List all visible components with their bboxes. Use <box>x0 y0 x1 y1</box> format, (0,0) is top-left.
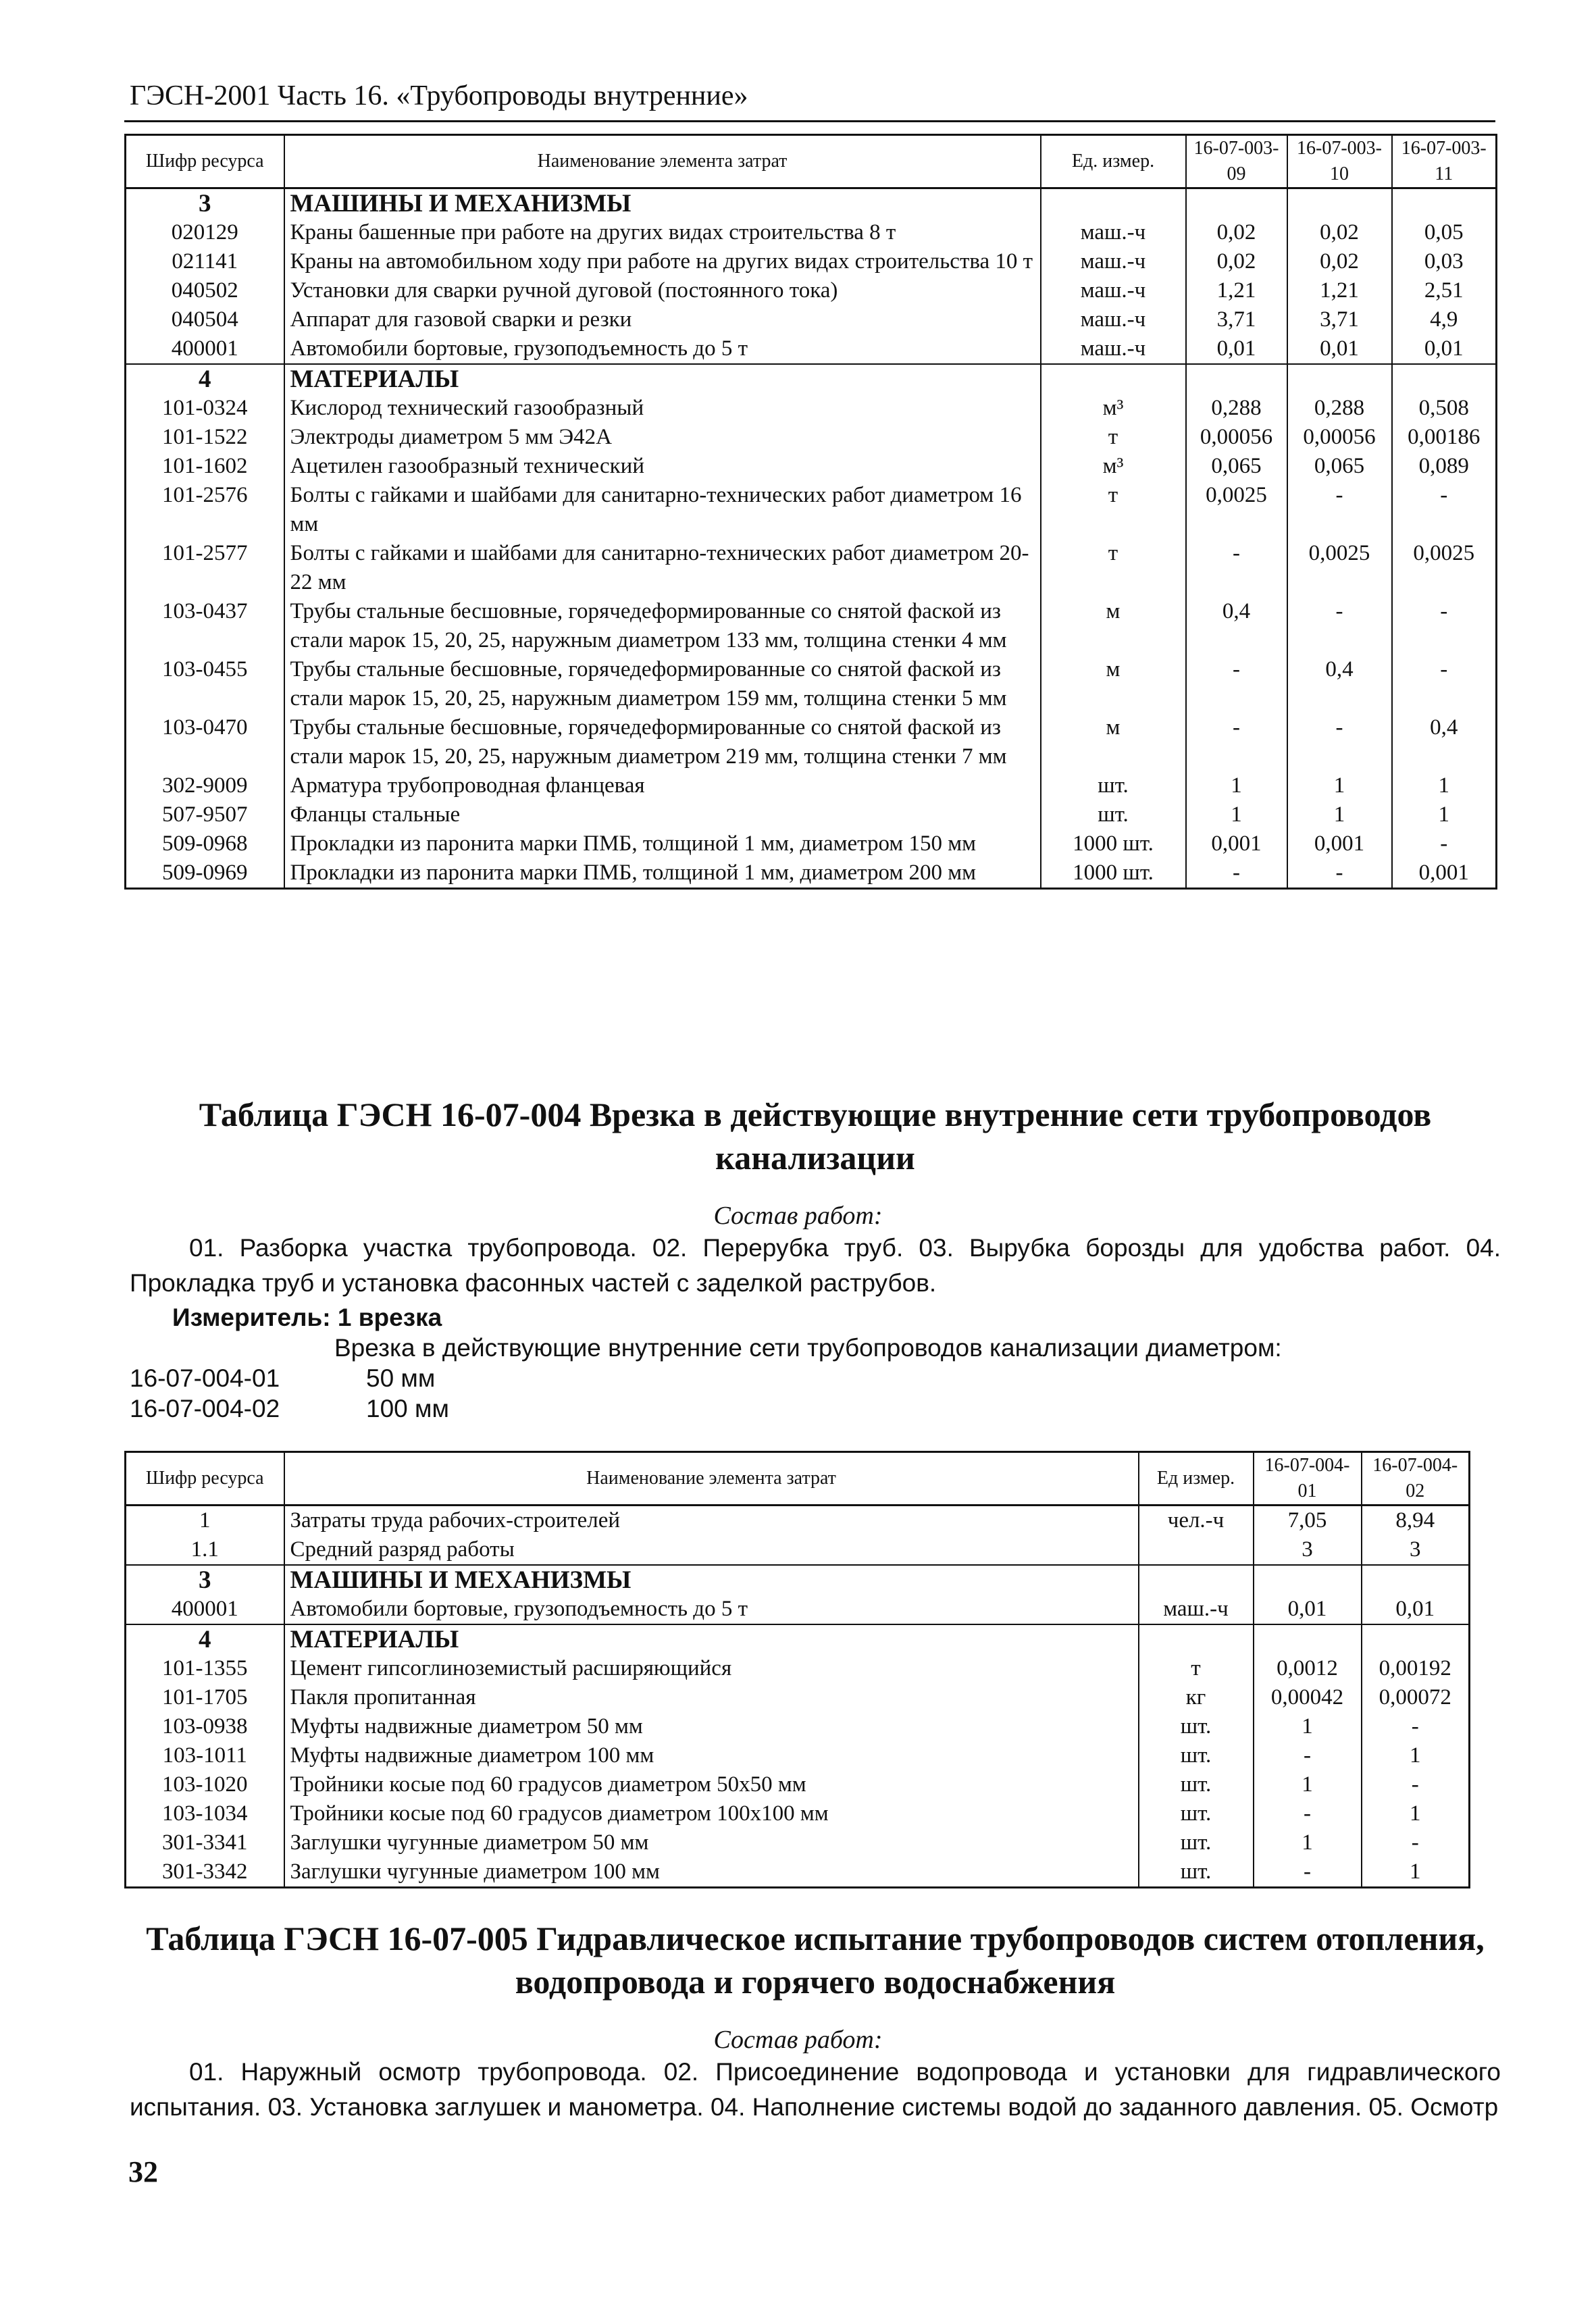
row-code: 020129 <box>126 218 284 247</box>
row-value-3: 0,001 <box>1392 858 1497 889</box>
row-name: Кислород технический газообразный <box>284 394 1041 423</box>
measure-unit: Измеритель: 1 врезка <box>172 1304 442 1331</box>
row-name: Краны башенные при работе на других видах строительства 8 т <box>284 218 1041 247</box>
table-row <box>126 1595 1470 1624</box>
row-name: Прокладки из паронита марки ПМБ, толщиной 1 мм, диаметром 200 мм <box>284 858 1041 889</box>
row-unit: т <box>1041 481 1186 539</box>
row-unit <box>1139 1535 1254 1565</box>
section-code: 3 <box>126 1565 284 1595</box>
row-value-1: 0,02 <box>1186 247 1287 276</box>
row-value-2: - <box>1362 1770 1470 1799</box>
work-composition-text: 01. Разборка участка трубопровода. 02. Перерубка труб. 03. Вырубка борозды для удобства работ. 04. Прокладка труб и установка фасонных частей с заделкой раструбов. <box>130 1234 1501 1297</box>
work-composition-label: Состав работ: <box>713 1202 883 1230</box>
row-name: Затраты труда рабочих-строителей <box>284 1506 1139 1536</box>
row-value-1: 0,001 <box>1186 829 1287 858</box>
row-unit: маш.-ч <box>1041 305 1186 334</box>
header-col-1: 16-07-004-01 <box>1254 1452 1362 1506</box>
row-name: Муфты надвижные диаметром 50 мм <box>284 1712 1139 1741</box>
row-value-2: 1 <box>1287 771 1392 800</box>
row-value-1: 0,288 <box>1186 394 1287 423</box>
row-name: Трубы стальные бесшовные, горячедеформированные со снятой фаской из стали марок 15, 20, 25, наружным диаметром 159 мм, толщина стенки 5 мм <box>284 655 1041 713</box>
row-unit: чел.-ч <box>1139 1506 1254 1536</box>
row-code: 103-1020 <box>126 1770 284 1799</box>
table-header-row <box>126 135 1497 188</box>
table2-sec4 <box>126 1624 1470 1654</box>
row-code: 101-2576 <box>126 481 284 539</box>
row-code: 400001 <box>126 334 284 364</box>
section-code: 4 <box>126 1624 284 1654</box>
row-value-3: 2,51 <box>1392 276 1497 305</box>
row-name: Пакля пропитанная <box>284 1683 1139 1712</box>
row-name: Заглушки чугунные диаметром 100 мм <box>284 1857 1139 1888</box>
work-composition-text: 01. Наружный осмотр трубопровода. 02. Присоединение водопровода и установки для гидравлического испытания. 03. Установка заглушек и манометра. 04. Наполнение системы водой до заданного давления. 05. Осмотр <box>130 2058 1501 2121</box>
row-name: Автомобили бортовые, грузоподъемность до 5 т <box>284 1595 1139 1624</box>
work-composition-label: Состав работ: <box>713 2026 883 2054</box>
table-row <box>126 655 1497 713</box>
variant-code: 16-07-004-02 <box>130 1395 280 1422</box>
row-name: Болты с гайками и шайбами для санитарно-технических работ диаметром 20-22 мм <box>284 539 1041 597</box>
running-head: ГЭСН-2001 Часть 16. «Трубопроводы внутренние» <box>130 80 748 111</box>
table-header-row <box>126 1452 1470 1506</box>
row-value-1: - <box>1186 713 1287 771</box>
row-code: 101-1602 <box>126 452 284 481</box>
row-value-3: - <box>1392 481 1497 539</box>
header-unit: Ед измер. <box>1139 1452 1254 1506</box>
table-row <box>126 305 1497 334</box>
row-name: Тройники косые под 60 градусов диаметром 100x100 мм <box>284 1799 1139 1828</box>
table-title-004: Таблица ГЭСН 16-07-004 Врезка в действующие внутренние сети трубопроводов канализации <box>199 1096 1432 1177</box>
row-value-2: 1 <box>1362 1857 1470 1888</box>
row-value-1: 3 <box>1254 1535 1362 1565</box>
row-unit: шт. <box>1041 771 1186 800</box>
row-value-2: 3 <box>1362 1535 1470 1565</box>
header-code: Шифр ресурса <box>126 135 284 188</box>
row-unit: шт. <box>1139 1741 1254 1770</box>
row-value-2: 1,21 <box>1287 276 1392 305</box>
row-name: Заглушки чугунные диаметром 50 мм <box>284 1828 1139 1857</box>
row-unit: 1000 шт. <box>1041 829 1186 858</box>
row-value-2: - <box>1287 597 1392 655</box>
table-row <box>126 1741 1470 1770</box>
table-row <box>126 1857 1470 1888</box>
table-row <box>126 276 1497 305</box>
row-value-2: 1 <box>1362 1741 1470 1770</box>
row-value-1: 7,05 <box>1254 1506 1362 1536</box>
section-title: МАШИНЫ И МЕХАНИЗМЫ <box>284 188 1041 219</box>
row-value-3: 0,01 <box>1392 334 1497 364</box>
row-code: 101-1705 <box>126 1683 284 1712</box>
row-code: 302-9009 <box>126 771 284 800</box>
row-value-1: 1 <box>1186 771 1287 800</box>
row-value-2: - <box>1287 858 1392 889</box>
row-unit: шт. <box>1139 1770 1254 1799</box>
row-name: Болты с гайками и шайбами для санитарно-технических работ диаметром 16 мм <box>284 481 1041 539</box>
variant-row <box>130 1395 449 1423</box>
header-name: Наименование элемента затрат <box>284 1452 1139 1506</box>
row-value-3: 4,9 <box>1392 305 1497 334</box>
row-value-1: - <box>1254 1857 1362 1888</box>
table-row <box>126 800 1497 829</box>
row-value-3: 0,05 <box>1392 218 1497 247</box>
table-row <box>126 423 1497 452</box>
row-unit: м <box>1041 713 1186 771</box>
row-value-3: 1 <box>1392 771 1497 800</box>
table-row <box>126 1828 1470 1857</box>
table1-sec3 <box>126 188 1497 219</box>
table-row <box>126 394 1497 423</box>
variant-lead: Врезка в действующие внутренние сети трубопроводов канализации диаметром: <box>334 1334 1282 1362</box>
header-code: Шифр ресурса <box>126 1452 284 1506</box>
header-col-1: 16-07-003-09 <box>1186 135 1287 188</box>
table-row <box>126 1770 1470 1799</box>
row-value-2: 0,02 <box>1287 218 1392 247</box>
row-unit: м³ <box>1041 394 1186 423</box>
row-unit: маш.-ч <box>1041 334 1186 364</box>
row-value-2: 0,001 <box>1287 829 1392 858</box>
row-value-3: - <box>1392 597 1497 655</box>
section-row <box>126 1624 1470 1654</box>
table-row <box>126 829 1497 858</box>
row-unit: шт. <box>1139 1712 1254 1741</box>
row-unit: м <box>1041 655 1186 713</box>
row-value-1: 0,0025 <box>1186 481 1287 539</box>
table-row <box>126 713 1497 771</box>
row-unit: шт. <box>1139 1857 1254 1888</box>
row-value-1: - <box>1186 858 1287 889</box>
row-code: 507-9507 <box>126 800 284 829</box>
row-unit: маш.-ч <box>1041 247 1186 276</box>
variant-row <box>130 1364 436 1393</box>
row-value-3: 0,508 <box>1392 394 1497 423</box>
table-row <box>126 1683 1470 1712</box>
row-value-2: 0,065 <box>1287 452 1392 481</box>
row-value-2: - <box>1287 713 1392 771</box>
section-row <box>126 1565 1470 1595</box>
row-value-1: 0,00056 <box>1186 423 1287 452</box>
section-code: 3 <box>126 188 284 219</box>
row-value-2: 0,4 <box>1287 655 1392 713</box>
row-code: 101-0324 <box>126 394 284 423</box>
row-unit: т <box>1041 539 1186 597</box>
row-unit: т <box>1041 423 1186 452</box>
row-name: Трубы стальные бесшовные, горячедеформированные со снятой фаской из стали марок 15, 20, 25, наружным диаметром 133 мм, толщина стенки 4 мм <box>284 597 1041 655</box>
table2-sec3 <box>126 1565 1470 1595</box>
row-value-2: 0,288 <box>1287 394 1392 423</box>
row-value-2: 1 <box>1362 1799 1470 1828</box>
row-unit: т <box>1139 1654 1254 1683</box>
row-value-1: 1,21 <box>1186 276 1287 305</box>
table-row <box>126 1506 1470 1536</box>
row-name: Тройники косые под 60 градусов диаметром 50x50 мм <box>284 1770 1139 1799</box>
section-code: 4 <box>126 364 284 394</box>
cost-table-16-07-004 <box>124 1451 1470 1888</box>
row-value-3: 0,4 <box>1392 713 1497 771</box>
table-row <box>126 1654 1470 1683</box>
row-value-1: 3,71 <box>1186 305 1287 334</box>
row-value-2: 1 <box>1287 800 1392 829</box>
row-name: Трубы стальные бесшовные, горячедеформированные со снятой фаской из стали марок 15, 20, 25, наружным диаметром 219 мм, толщина стенки 7 мм <box>284 713 1041 771</box>
row-unit: маш.-ч <box>1041 276 1186 305</box>
header-rule <box>124 120 1495 122</box>
row-unit: 1000 шт. <box>1041 858 1186 889</box>
table-row <box>126 218 1497 247</box>
section-title: МАТЕРИАЛЫ <box>284 364 1041 394</box>
row-code: 103-1034 <box>126 1799 284 1828</box>
header-name: Наименование элемента затрат <box>284 135 1041 188</box>
row-unit: шт. <box>1139 1799 1254 1828</box>
row-name: Краны на автомобильном ходу при работе на других видах строительства 10 т <box>284 247 1041 276</box>
row-unit: шт. <box>1041 800 1186 829</box>
row-unit: маш.-ч <box>1139 1595 1254 1624</box>
row-value-2: 0,0025 <box>1287 539 1392 597</box>
row-value-3: 0,089 <box>1392 452 1497 481</box>
table2-machines <box>126 1595 1470 1624</box>
row-value-3: - <box>1392 829 1497 858</box>
cost-table-16-07-003 <box>124 134 1497 890</box>
row-name: Ацетилен газообразный технический <box>284 452 1041 481</box>
row-value-2: - <box>1287 481 1392 539</box>
row-name: Муфты надвижные диаметром 100 мм <box>284 1741 1139 1770</box>
row-value-2: 0,02 <box>1287 247 1392 276</box>
row-name: Аппарат для газовой сварки и резки <box>284 305 1041 334</box>
row-value-2: 8,94 <box>1362 1506 1470 1536</box>
row-unit: м³ <box>1041 452 1186 481</box>
row-value-1: 1 <box>1186 800 1287 829</box>
page-number: 32 <box>128 2155 158 2188</box>
row-value-2: 0,01 <box>1287 334 1392 364</box>
table-row <box>126 539 1497 597</box>
row-name: Электроды диаметром 5 мм Э42А <box>284 423 1041 452</box>
row-value-3: 0,0025 <box>1392 539 1497 597</box>
row-name: Установки для сварки ручной дуговой (постоянного тока) <box>284 276 1041 305</box>
row-value-1: 0,01 <box>1186 334 1287 364</box>
row-code: 400001 <box>126 1595 284 1624</box>
row-code: 103-0938 <box>126 1712 284 1741</box>
row-value-3: 0,00186 <box>1392 423 1497 452</box>
row-value-1: 1 <box>1254 1770 1362 1799</box>
row-value-2: 0,00072 <box>1362 1683 1470 1712</box>
row-value-1: 0,065 <box>1186 452 1287 481</box>
table2-labor <box>126 1506 1470 1566</box>
row-unit: м <box>1041 597 1186 655</box>
table-row <box>126 1799 1470 1828</box>
row-value-3: 0,03 <box>1392 247 1497 276</box>
table-row <box>126 771 1497 800</box>
row-value-1: - <box>1254 1799 1362 1828</box>
row-value-2: - <box>1362 1712 1470 1741</box>
row-code: 101-1522 <box>126 423 284 452</box>
row-name: Автомобили бортовые, грузоподъемность до 5 т <box>284 334 1041 364</box>
row-unit: кг <box>1139 1683 1254 1712</box>
row-code: 103-0437 <box>126 597 284 655</box>
row-code: 301-3341 <box>126 1828 284 1857</box>
row-code: 040504 <box>126 305 284 334</box>
row-code: 021141 <box>126 247 284 276</box>
table-row <box>126 1712 1470 1741</box>
section-row <box>126 364 1497 394</box>
header-col-3: 16-07-003-11 <box>1392 135 1497 188</box>
row-unit: маш.-ч <box>1041 218 1186 247</box>
row-name: Арматура трубопроводная фланцевая <box>284 771 1041 800</box>
row-value-1: 0,0012 <box>1254 1654 1362 1683</box>
row-code: 301-3342 <box>126 1857 284 1888</box>
row-value-2: 0,00056 <box>1287 423 1392 452</box>
row-name: Фланцы стальные <box>284 800 1041 829</box>
row-value-1: 0,01 <box>1254 1595 1362 1624</box>
row-value-1: - <box>1254 1741 1362 1770</box>
table1-materials <box>126 394 1497 889</box>
row-value-1: 1 <box>1254 1828 1362 1857</box>
table-title-005: Таблица ГЭСН 16-07-005 Гидравлическое испытание трубопроводов систем отопления, водопровода и горячего водоснабжения <box>146 1920 1485 2001</box>
row-code: 1.1 <box>126 1535 284 1565</box>
table-row <box>126 858 1497 889</box>
table-row <box>126 481 1497 539</box>
row-value-2: 3,71 <box>1287 305 1392 334</box>
row-code: 509-0968 <box>126 829 284 858</box>
row-name: Цемент гипсоглиноземистый расширяющийся <box>284 1654 1139 1683</box>
table1-machines <box>126 218 1497 364</box>
table1-sec4 <box>126 364 1497 394</box>
table-row <box>126 452 1497 481</box>
row-value-3: - <box>1392 655 1497 713</box>
row-value-1: 0,00042 <box>1254 1683 1362 1712</box>
row-unit: шт. <box>1139 1828 1254 1857</box>
table-row <box>126 334 1497 364</box>
row-value-1: - <box>1186 539 1287 597</box>
table-row <box>126 247 1497 276</box>
variant-desc: 50 мм <box>366 1364 436 1392</box>
row-value-1: 1 <box>1254 1712 1362 1741</box>
row-code: 103-0470 <box>126 713 284 771</box>
row-value-1: 0,02 <box>1186 218 1287 247</box>
section-row <box>126 188 1497 219</box>
header-col-2: 16-07-004-02 <box>1362 1452 1470 1506</box>
header-col-2: 16-07-003-10 <box>1287 135 1392 188</box>
row-code: 101-1355 <box>126 1654 284 1683</box>
table2-materials <box>126 1654 1470 1888</box>
row-value-1: - <box>1186 655 1287 713</box>
row-name: Прокладки из паронита марки ПМБ, толщиной 1 мм, диаметром 150 мм <box>284 829 1041 858</box>
row-value-3: 1 <box>1392 800 1497 829</box>
table-row <box>126 1535 1470 1565</box>
row-code: 040502 <box>126 276 284 305</box>
table-row <box>126 597 1497 655</box>
header-unit: Ед. измер. <box>1041 135 1186 188</box>
row-code: 103-0455 <box>126 655 284 713</box>
row-value-2: - <box>1362 1828 1470 1857</box>
row-code: 509-0969 <box>126 858 284 889</box>
variant-desc: 100 мм <box>366 1395 449 1422</box>
variant-code: 16-07-004-01 <box>130 1364 280 1392</box>
section-title: МАТЕРИАЛЫ <box>284 1624 1139 1654</box>
row-value-2: 0,00192 <box>1362 1654 1470 1683</box>
row-code: 103-1011 <box>126 1741 284 1770</box>
row-code: 101-2577 <box>126 539 284 597</box>
section-title: МАШИНЫ И МЕХАНИЗМЫ <box>284 1565 1139 1595</box>
row-value-2: 0,01 <box>1362 1595 1470 1624</box>
row-name: Средний разряд работы <box>284 1535 1139 1565</box>
row-code: 1 <box>126 1506 284 1536</box>
row-value-1: 0,4 <box>1186 597 1287 655</box>
